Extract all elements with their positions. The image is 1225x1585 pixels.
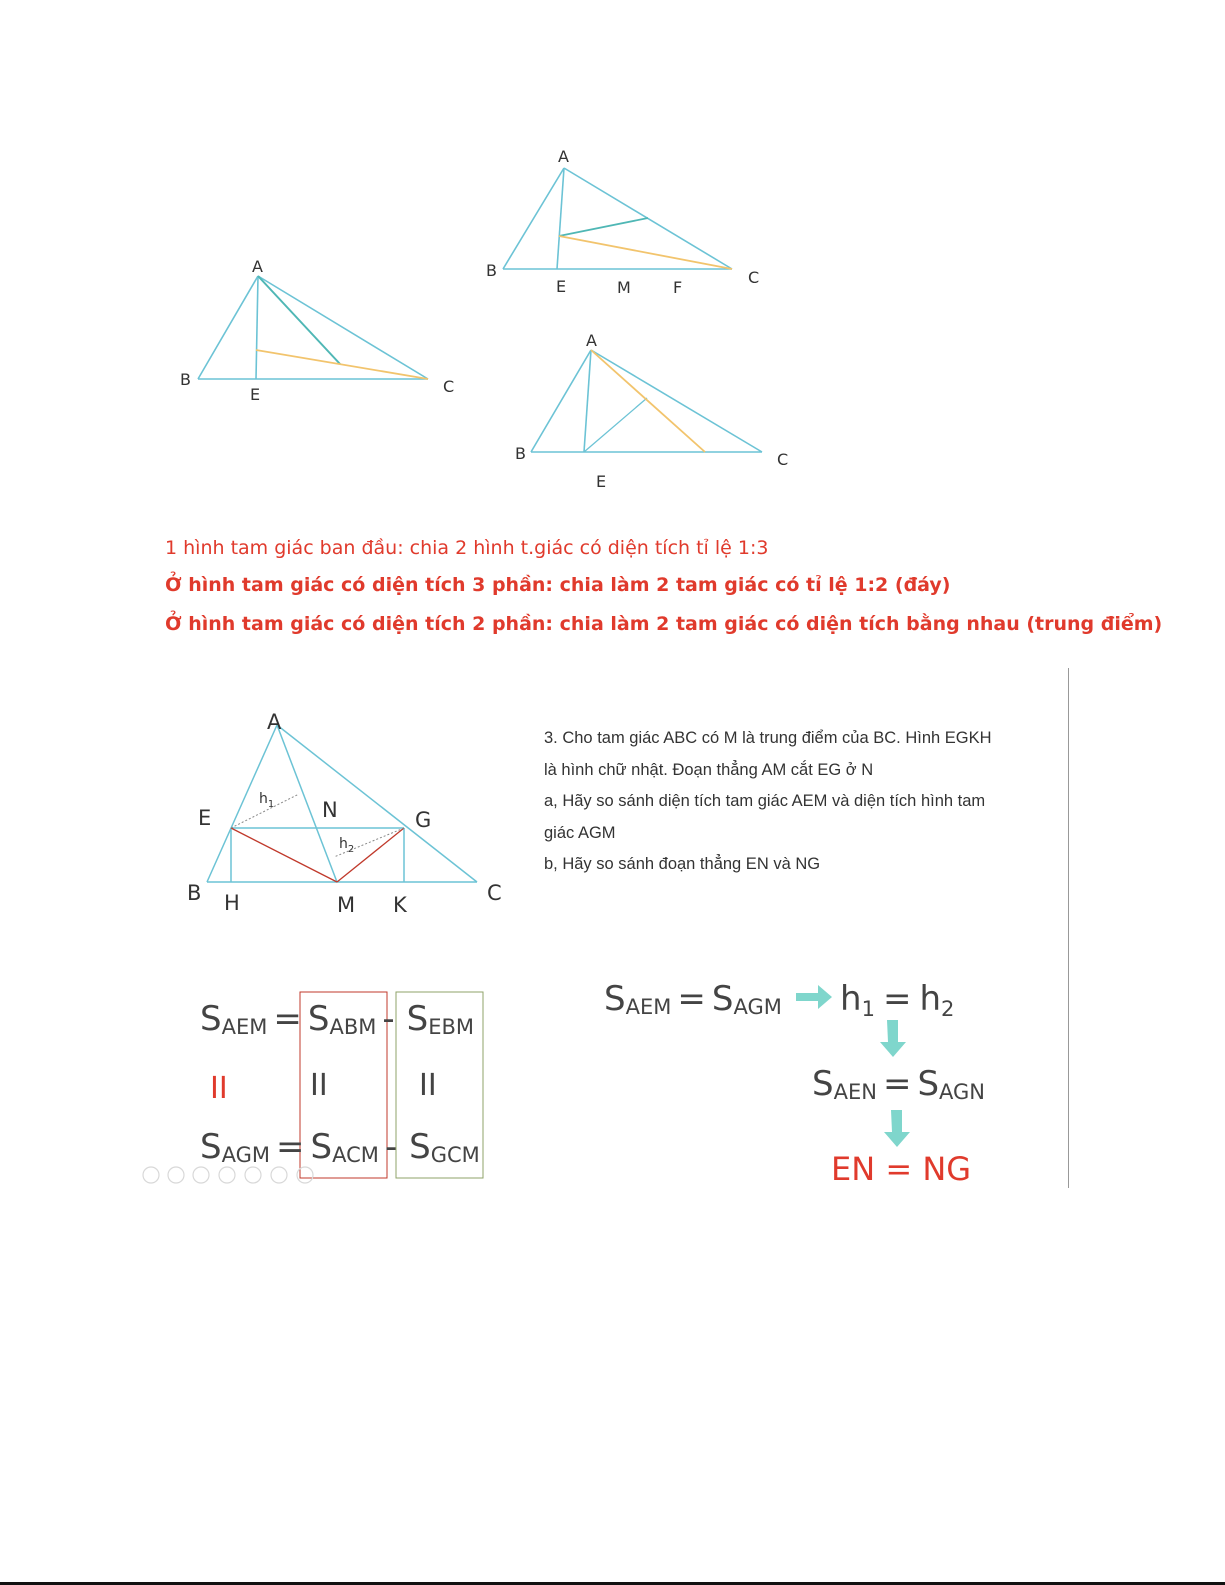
fig2-label-a: A: [558, 147, 569, 166]
arrow-down-icon: [880, 1020, 906, 1057]
fig1-label-a: A: [252, 257, 263, 276]
fig4-label-e: E: [198, 806, 212, 830]
formula-right-1: SAEM = SAGM: [604, 979, 782, 1019]
fig4-label-b: B: [187, 881, 202, 905]
fig1-label-e: E: [250, 385, 261, 404]
fig4-label-g: G: [415, 808, 432, 832]
fig3-label-a: A: [586, 331, 597, 350]
formula-right-3: EN = NG: [831, 1150, 972, 1188]
note-line-1: 1 hình tam giác ban đầu: chia 2 hình t.giác có diện tích tỉ lệ 1:3: [165, 537, 769, 559]
fig2-label-e: E: [556, 277, 567, 296]
fig2-label-m: M: [617, 278, 631, 297]
note-line-2: Ở hình tam giác có diện tích 3 phần: chia làm 2 tam giác có tỉ lệ 1:2 (đáy): [165, 574, 951, 596]
formula-row-1: SAEM = SABM - SEBM: [200, 999, 475, 1039]
fig2-label-b: B: [486, 261, 497, 280]
arrow-right-icon: [796, 985, 832, 1009]
problem-line-4: giác AGM: [544, 823, 616, 842]
problem-line-2: là hình chữ nhật. Đoạn thẳng AM cắt EG ở N: [544, 760, 874, 779]
fig4-label-h2: $h_2$: [339, 836, 355, 855]
formula-row-3: SAGM = SACM - SGCM: [200, 1127, 480, 1167]
fig3-label-e: E: [596, 472, 607, 491]
fig4-label-h1: $h_1$: [259, 791, 275, 810]
fig4-label-h: H: [224, 891, 240, 915]
parallel-red: II: [210, 1071, 228, 1106]
note-line-3: Ở hình tam giác có diện tích 2 phần: chia làm 2 tam giác có diện tích bằng nhau (trung điểm): [165, 613, 1163, 635]
fig4-label-k: K: [393, 893, 407, 917]
arrow-down-icon: [884, 1110, 910, 1147]
fig4-label-a: A: [267, 710, 282, 734]
fig2-label-f: F: [673, 278, 683, 297]
fig1-label-b: B: [180, 370, 191, 389]
fig3-label-c: C: [777, 450, 789, 469]
fig4-label-c: C: [487, 881, 502, 905]
fig4-label-n: N: [322, 798, 338, 822]
problem-line-5: b, Hãy so sánh đoạn thẳng EN và NG: [544, 855, 821, 873]
fig4-label-m: M: [337, 893, 356, 917]
fig1-label-c: C: [443, 377, 455, 396]
fig2-label-c: C: [748, 268, 760, 287]
formula-h-equal: h1 = h2: [840, 979, 955, 1021]
parallel-middle: II: [310, 1068, 328, 1103]
problem-line-1: 3. Cho tam giác ABC có M là trung điểm của BC. Hình EGKH: [544, 729, 992, 747]
parallel-right: II: [419, 1068, 437, 1103]
fig3-label-b: B: [515, 444, 526, 463]
problem-line-3: a, Hãy so sánh diện tích tam giác AEM và diện tích hình tam: [544, 792, 986, 810]
formula-right-2: SAEN = SAGN: [812, 1064, 986, 1104]
